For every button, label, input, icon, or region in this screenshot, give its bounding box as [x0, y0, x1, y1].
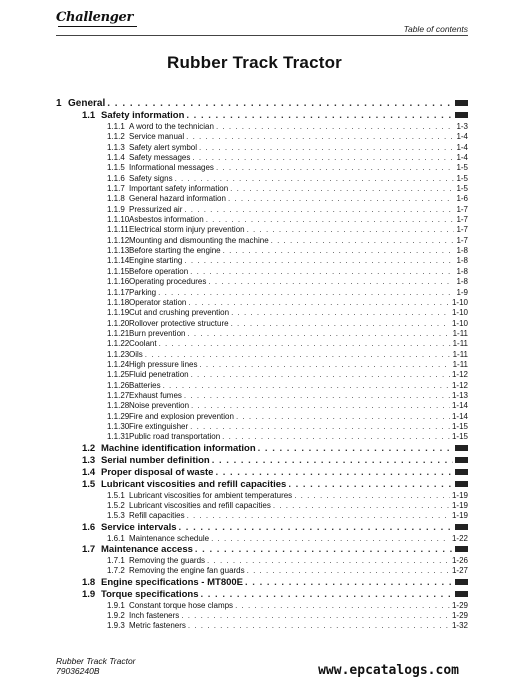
- toc-dot-leader: [191, 370, 450, 380]
- toc-entry-level3[interactable]: [56, 566, 468, 576]
- toc-entry-title: Noise prevention: [129, 401, 190, 411]
- toc-entry-number: 1.1: [82, 110, 96, 121]
- toc-entry-page: [455, 522, 468, 534]
- toc-entry-page: [455, 479, 468, 491]
- toc-entry-title: Maintenance schedule: [129, 533, 210, 543]
- toc-entry-number: 1.9.2: [107, 611, 125, 621]
- toc-entry-page: [455, 443, 468, 455]
- toc-entry-page: 1-8: [456, 246, 468, 256]
- toc-entry-number: 1.1.31: [107, 432, 130, 442]
- toc-entry-page: 1-27: [451, 566, 468, 576]
- page-reference-marker-icon: [455, 445, 468, 451]
- header-rule: [56, 35, 468, 36]
- toc-entry-title: Constant torque hose clamps: [129, 600, 234, 610]
- toc-entry-page: 1-10: [451, 297, 468, 307]
- toc-entry-level3[interactable]: [56, 163, 468, 173]
- toc-entry-level3[interactable]: [56, 621, 468, 631]
- toc-dot-leader: [208, 277, 454, 287]
- header-logo: Challenger: [56, 10, 134, 25]
- toc-dot-leader: [247, 225, 455, 235]
- toc-dot-leader: [175, 174, 455, 184]
- toc-entry-page: [455, 589, 468, 601]
- toc-entry-number: 1.1.14: [107, 256, 130, 266]
- toc-entry-number: 1.7.2: [107, 566, 125, 576]
- toc-entry-level3[interactable]: [56, 491, 468, 501]
- toc-entry-title: Safety alert symbol: [129, 142, 198, 152]
- page-reference-marker-icon: [455, 457, 468, 463]
- toc-entry-level2[interactable]: [56, 455, 468, 467]
- toc-entry-page: [455, 544, 468, 556]
- toc-dot-leader: [186, 110, 453, 122]
- toc-entry-title: A word to the technician: [129, 122, 214, 131]
- toc-entry-title: Oils: [129, 349, 143, 359]
- toc-entry-number: 1.7: [82, 544, 96, 556]
- toc-entry-number: 1.1.3: [107, 142, 125, 152]
- toc-dot-leader: [145, 350, 451, 360]
- page-reference-marker-icon: [455, 469, 468, 475]
- toc-entry-level3[interactable]: [56, 267, 468, 277]
- toc-entry-number: 1.2: [82, 442, 96, 454]
- toc-entry-page: 1-5: [456, 184, 468, 194]
- toc-entry-title: Parking: [129, 287, 157, 297]
- toc-entry-page: [455, 98, 468, 110]
- toc-entry-page: 1-6: [456, 194, 468, 204]
- toc-dot-leader: [288, 479, 453, 491]
- toc-entry-page: 1-12: [451, 370, 468, 380]
- toc-dot-leader: [192, 153, 454, 163]
- toc-dot-leader: [212, 455, 453, 467]
- toc-entry-title: Informational messages: [129, 163, 214, 173]
- toc-entry-level3[interactable]: [56, 432, 468, 442]
- toc-entry-page: 1-7: [456, 235, 468, 245]
- watermark: www.epcatalogs.com: [318, 663, 459, 678]
- toc-dot-leader: [159, 339, 451, 349]
- footer-doc-title: Rubber Track Tractor: [56, 656, 136, 666]
- toc-entry-page: 1-32: [451, 621, 468, 631]
- toc-entry-level3[interactable]: [56, 174, 468, 184]
- table-of-contents: [56, 98, 468, 632]
- toc-entry-level3[interactable]: [56, 319, 468, 329]
- toc-entry-level2[interactable]: [56, 577, 468, 589]
- toc-entry-number: 1.9.1: [107, 600, 125, 610]
- toc-entry-number: 1.1.26: [107, 380, 130, 390]
- toc-dot-leader: [179, 522, 453, 534]
- toc-dot-leader: [216, 163, 455, 173]
- page-reference-marker-icon: [455, 100, 468, 106]
- toc-entry-page: 1-8: [456, 256, 468, 266]
- toc-entry-page: 1-4: [456, 132, 468, 142]
- toc-entry-title: Removing the guards: [129, 556, 206, 566]
- toc-entry-title: Machine identification information: [101, 442, 256, 454]
- toc-entry-title: Removing the engine fan guards: [129, 566, 245, 576]
- toc-entry-page: 1-29: [451, 611, 468, 621]
- toc-entry-title: Lubricant viscosities and refill capacities: [101, 478, 287, 490]
- toc-entry-level3[interactable]: [56, 256, 468, 266]
- toc-entry-level3[interactable]: [56, 370, 468, 380]
- document-title: Rubber Track Tractor: [166, 53, 342, 72]
- toc-entry-page: 1-8: [456, 277, 468, 287]
- toc-entry-number: 1.1.12: [107, 235, 130, 245]
- toc-dot-leader: [245, 577, 453, 589]
- toc-entry-page: [455, 455, 468, 467]
- toc-entry-number: 1.1.10: [107, 215, 130, 225]
- toc-entry-level3[interactable]: [56, 122, 468, 132]
- toc-entry-level2[interactable]: [56, 467, 468, 479]
- toc-entry-level3[interactable]: [56, 277, 468, 287]
- toc-entry-title: Electrical storm injury prevention: [129, 225, 245, 235]
- toc-entry-number: 1.1.25: [107, 370, 130, 380]
- toc-dot-leader: [207, 556, 450, 566]
- toc-entry-number: 1.5.2: [107, 501, 125, 510]
- toc-dot-leader: [271, 236, 455, 246]
- toc-dot-leader: [216, 122, 454, 132]
- toc-entry-page: 1-11: [452, 339, 468, 349]
- toc-entry-page: [455, 577, 468, 589]
- toc-entry-title: Safety signs: [129, 173, 173, 183]
- toc-dot-leader: [181, 611, 450, 621]
- toc-entry-level3[interactable]: [56, 184, 468, 194]
- toc-entry-number: 1.1.24: [107, 359, 130, 369]
- toc-dot-leader: [186, 132, 454, 142]
- toc-dot-leader: [187, 329, 450, 339]
- toc-entry-number: 1.6.1: [107, 533, 125, 543]
- toc-dot-leader: [223, 246, 455, 256]
- footer-doc-number: 79036240B: [56, 666, 100, 676]
- toc-entry-title: Safety messages: [129, 153, 191, 163]
- toc-dot-leader: [200, 589, 453, 601]
- toc-entry-page: 1-5: [456, 173, 468, 183]
- toc-entry-title: Rollover protective structure: [129, 318, 229, 328]
- toc-dot-leader: [231, 319, 450, 329]
- toc-entry-title: Service manual: [129, 132, 185, 142]
- toc-entry-page: 1-7: [456, 215, 468, 225]
- toc-entry-title: General hazard information: [129, 194, 226, 204]
- toc-dot-leader: [195, 544, 453, 556]
- toc-entry-title: Engine starting: [129, 256, 183, 266]
- toc-entry-title: Mounting and dismounting the machine: [129, 235, 269, 245]
- toc-entry-page: 1-10: [451, 318, 468, 328]
- toc-dot-leader: [163, 381, 450, 391]
- toc-entry-level3[interactable]: [56, 288, 468, 298]
- toc-entry-title: Fluid penetration: [129, 370, 189, 380]
- toc-dot-leader: [184, 391, 450, 401]
- toc-entry-level3[interactable]: [56, 246, 468, 256]
- toc-entry-number: 1.1.22: [107, 339, 130, 349]
- toc-entry-level3[interactable]: [56, 350, 468, 360]
- toc-entry-title: Public road transportation: [129, 432, 221, 442]
- page-reference-marker-icon: [455, 481, 468, 487]
- toc-entry-number: 1.1.13: [107, 246, 130, 256]
- toc-entry-title: General: [68, 98, 106, 109]
- toc-entry-number: 1: [56, 98, 62, 109]
- toc-entry-level3[interactable]: [56, 153, 468, 163]
- toc-entry-level3[interactable]: [56, 381, 468, 391]
- toc-entry-page: 1-5: [456, 163, 468, 173]
- toc-entry-page: 1-14: [451, 401, 468, 411]
- toc-entry-title: Inch fasteners: [129, 611, 180, 621]
- toc-entry-title: Asbestos information: [129, 215, 204, 225]
- toc-entry-page: 1-10: [451, 308, 468, 318]
- toc-entry-page: 1-11: [452, 359, 468, 369]
- toc-entry-page: 1-14: [451, 411, 468, 421]
- toc-entry-title: Lubricant viscosities and refill capacities: [129, 501, 271, 510]
- toc-entry-title: Service intervals: [101, 521, 177, 533]
- toc-dot-leader: [294, 491, 450, 501]
- toc-entry-level3[interactable]: [56, 329, 468, 339]
- toc-entry-title: Coolant: [129, 339, 157, 349]
- toc-entry-number: 1.8: [82, 576, 96, 588]
- toc-entry-page: 1-3: [456, 122, 468, 131]
- toc-entry-number: 1.9.3: [107, 621, 125, 631]
- toc-dot-leader: [247, 566, 450, 576]
- toc-dot-leader: [231, 308, 450, 318]
- toc-entry-page: 1-29: [451, 600, 468, 610]
- toc-entry-page: 1-11: [452, 328, 468, 338]
- toc-entry-number: 1.5.1: [107, 490, 125, 500]
- toc-entry-number: 1.6: [82, 521, 96, 533]
- toc-dot-leader: [199, 360, 450, 370]
- toc-entry-title: Refill capacities: [129, 511, 185, 521]
- toc-entry-page: 1-8: [456, 266, 468, 276]
- toc-dot-leader: [236, 412, 450, 422]
- toc-entry-title: Important safety information: [129, 184, 229, 194]
- toc-entry-level2[interactable]: [56, 522, 468, 534]
- toc-entry-page: [455, 110, 468, 122]
- toc-entry-level3[interactable]: [56, 360, 468, 370]
- toc-entry-title: Engine specifications - MT800E: [101, 576, 244, 588]
- toc-entry-level2[interactable]: [56, 544, 468, 556]
- toc-entry-title: Lubricant viscosities for ambient temperatures: [129, 490, 293, 500]
- toc-entry-number: 1.1.27: [107, 390, 130, 400]
- toc-entry-number: 1.1.6: [107, 173, 125, 183]
- toc-entry-number: 1.1.8: [107, 194, 125, 204]
- toc-entry-level2[interactable]: [56, 479, 468, 491]
- toc-entry-level3[interactable]: [56, 132, 468, 142]
- toc-entry-title: Safety information: [101, 110, 185, 121]
- toc-entry-level3[interactable]: [56, 194, 468, 204]
- toc-entry-page: 1-22: [451, 533, 468, 543]
- toc-entry-number: 1.1.20: [107, 318, 130, 328]
- toc-entry-page: 1-4: [456, 153, 468, 163]
- toc-dot-leader: [258, 443, 453, 455]
- toc-entry-number: 1.5: [82, 478, 96, 490]
- toc-entry-level3[interactable]: [56, 308, 468, 318]
- toc-dot-leader: [187, 511, 450, 521]
- toc-entry-number: 1.1.11: [107, 225, 129, 235]
- page-reference-marker-icon: [455, 546, 468, 552]
- toc-entry-page: 1-12: [451, 380, 468, 390]
- toc-entry-title: Before operation: [129, 266, 189, 276]
- toc-entry-title: Proper disposal of waste: [101, 466, 214, 478]
- toc-entry-number: 1.1.19: [107, 308, 130, 318]
- toc-dot-leader: [199, 143, 454, 153]
- toc-dot-leader: [190, 267, 454, 277]
- toc-entry-level1[interactable]: [56, 98, 468, 110]
- toc-dot-leader: [228, 194, 454, 204]
- toc-entry-title: Pressurized air: [129, 204, 183, 214]
- page-reference-marker-icon: [455, 579, 468, 585]
- toc-dot-leader: [206, 215, 455, 225]
- toc-dot-leader: [188, 298, 450, 308]
- toc-entry-page: 1-19: [451, 501, 468, 510]
- toc-entry-level3[interactable]: [56, 401, 468, 411]
- toc-entry-title: Burn prevention: [129, 328, 186, 338]
- toc-entry-title: Metric fasteners: [129, 621, 186, 631]
- toc-entry-level3[interactable]: [56, 236, 468, 246]
- toc-entry-page: 1-9: [456, 287, 468, 297]
- footer-document-info: [56, 656, 136, 676]
- toc-entry-title: Cut and crushing prevention: [129, 308, 230, 318]
- toc-dot-leader: [191, 401, 450, 411]
- toc-entry-level3[interactable]: [56, 225, 468, 235]
- toc-entry-number: 1.1.17: [107, 287, 130, 297]
- toc-entry-number: 1.1.15: [107, 266, 130, 276]
- toc-entry-level3[interactable]: [56, 143, 468, 153]
- toc-entry-page: 1-7: [456, 204, 468, 214]
- toc-entry-page: 1-19: [451, 511, 468, 521]
- header-section-label: Table of contents: [403, 24, 468, 34]
- toc-entry-number: 1.9: [82, 588, 96, 600]
- toc-dot-leader: [211, 534, 450, 544]
- toc-entry-level3[interactable]: [56, 601, 468, 611]
- toc-entry-level3[interactable]: [56, 534, 468, 544]
- page-reference-marker-icon: [455, 591, 468, 597]
- toc-dot-leader: [158, 288, 454, 298]
- toc-entry-number: 1.1.5: [107, 163, 125, 173]
- toc-entry-page: [455, 467, 468, 479]
- toc-entry-number: 1.1.23: [107, 349, 130, 359]
- toc-entry-level2[interactable]: [56, 589, 468, 601]
- toc-entry-number: 1.4: [82, 466, 96, 478]
- toc-entry-page: 1-15: [451, 421, 468, 431]
- toc-entry-number: 1.1.7: [107, 184, 125, 194]
- toc-entry-title: Maintenance access: [101, 544, 193, 556]
- toc-entry-level3[interactable]: [56, 556, 468, 566]
- toc-entry-number: 1.1.9: [107, 204, 125, 214]
- toc-entry-number: 1.1.4: [107, 153, 125, 163]
- toc-entry-page: 1-4: [456, 142, 468, 152]
- toc-entry-title: Operator station: [129, 297, 187, 307]
- toc-entry-title: Serial number definition: [101, 454, 210, 466]
- page-reference-marker-icon: [455, 112, 468, 118]
- toc-entry-number: 1.1.18: [107, 297, 130, 307]
- toc-entry-title: Before starting the engine: [129, 246, 221, 256]
- toc-entry-title: Operating procedures: [129, 277, 207, 287]
- toc-entry-title: High pressure lines: [129, 359, 198, 369]
- toc-entry-title: Fire extinguisher: [129, 421, 189, 431]
- toc-entry-page: 1-19: [451, 490, 468, 500]
- toc-entry-number: 1.1.29: [107, 411, 130, 421]
- toc-entry-number: 1.1.16: [107, 277, 130, 287]
- toc-entry-level3[interactable]: [56, 339, 468, 349]
- toc-entry-level3[interactable]: [56, 511, 468, 521]
- toc-dot-leader: [190, 422, 450, 432]
- toc-dot-leader: [273, 501, 450, 511]
- toc-entry-page: 1-11: [452, 349, 468, 359]
- toc-dot-leader: [235, 601, 450, 611]
- toc-entry-number: 1.7.1: [107, 556, 125, 566]
- toc-entry-title: Torque specifications: [101, 588, 199, 600]
- toc-entry-page: 1-15: [451, 432, 468, 442]
- toc-entry-number: 1.1.28: [107, 401, 130, 411]
- toc-entry-level3[interactable]: [56, 205, 468, 215]
- toc-entry-page: 1-13: [451, 390, 468, 400]
- toc-dot-leader: [230, 184, 454, 194]
- toc-entry-title: Fire and explosion prevention: [129, 411, 234, 421]
- toc-entry-number: 1.1.30: [107, 421, 130, 431]
- toc-entry-number: 1.1.21: [107, 328, 130, 338]
- toc-dot-leader: [184, 205, 454, 215]
- toc-dot-leader: [215, 467, 453, 479]
- toc-entry-title: Exhaust fumes: [129, 390, 182, 400]
- toc-entry-level3[interactable]: [56, 611, 468, 621]
- toc-entry-page: 1-7: [456, 225, 468, 235]
- toc-dot-leader: [184, 256, 454, 266]
- toc-entry-level3[interactable]: [56, 501, 468, 511]
- toc-dot-leader: [188, 621, 450, 631]
- toc-dot-leader: [107, 98, 453, 110]
- toc-entry-level2[interactable]: [56, 110, 468, 122]
- toc-entry-level3[interactable]: [56, 422, 468, 432]
- page-reference-marker-icon: [455, 524, 468, 530]
- toc-entry-level2[interactable]: [56, 443, 468, 455]
- toc-entry-page: 1-26: [451, 556, 468, 566]
- toc-dot-leader: [222, 432, 450, 442]
- toc-entry-number: 1.1.2: [107, 132, 125, 142]
- toc-entry-level3[interactable]: [56, 215, 468, 225]
- toc-entry-level3[interactable]: [56, 412, 468, 422]
- toc-entry-level3[interactable]: [56, 298, 468, 308]
- toc-entry-number: 1.5.3: [107, 511, 125, 521]
- toc-entry-number: 1.3: [82, 454, 96, 466]
- toc-entry-number: 1.1.1: [107, 122, 125, 131]
- toc-entry-title: Batteries: [129, 380, 161, 390]
- toc-entry-level3[interactable]: [56, 391, 468, 401]
